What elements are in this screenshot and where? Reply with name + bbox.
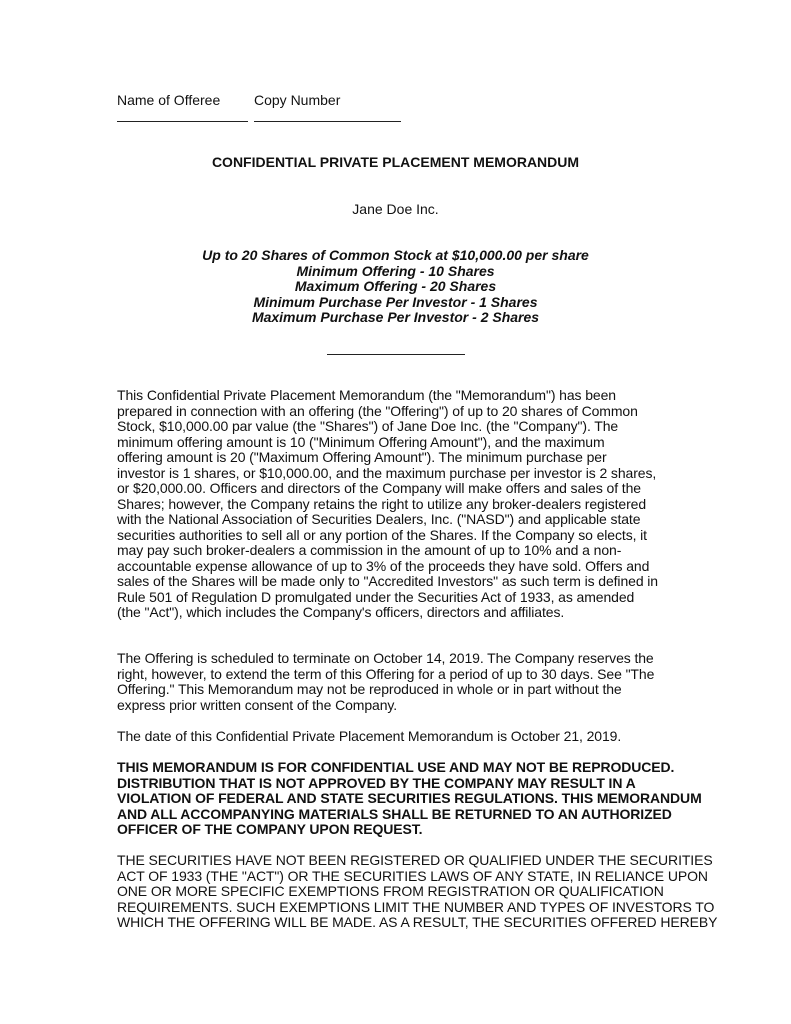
offering-term-line: Up to 20 Shares of Common Stock at $10,000.00 per share	[202, 247, 589, 263]
paragraph-line: VIOLATION OF FEDERAL AND STATE SECURITIES REGULATIONS. THIS MEMORANDUM	[117, 790, 702, 806]
paragraph-line: Rule 501 of Regulation D promulgated under the Securities Act of 1933, as amended	[117, 588, 635, 605]
paragraph-line: WHICH THE OFFERING WILL BE MADE. AS A RESULT, THE SECURITIES OFFERED HEREBY	[117, 914, 718, 930]
section-divider-line	[327, 354, 465, 355]
name-of-offeree-blank-line	[117, 121, 248, 122]
offering-terms	[0, 248, 791, 326]
paragraph-line: Stock, $10,000.00 par value (the "Shares") of Jane Doe Inc. (the "Company"). The	[117, 418, 619, 434]
paragraph-line: securities authorities to sell all or any portion of the Shares. If the Company so elects, it	[117, 526, 647, 543]
paragraph-line: AND ALL ACCOMPANYING MATERIALS SHALL BE RETURNED TO AN AUTHORIZED	[117, 805, 672, 822]
paragraph-line: ACT OF 1933 (THE "ACT") OR THE SECURITIES LAWS OF ANY STATE, IN RELIANCE UPON	[117, 867, 708, 884]
paragraph-line: with the National Association of Securities Dealers, Inc. ("NASD") and applicable state	[117, 511, 641, 527]
memorandum-date-paragraph	[117, 729, 677, 745]
securities-notice-paragraph	[117, 852, 718, 931]
document-title: CONFIDENTIAL PRIVATE PLACEMENT MEMORANDUM	[211, 154, 580, 170]
copy-number-blank-line	[254, 121, 401, 122]
name-of-offeree-label: Name of Offeree	[117, 92, 221, 108]
copy-number-label: Copy Number	[254, 92, 341, 108]
paragraph-line: Offering." This Memorandum may not be reproduced in whole or in part without the	[117, 681, 622, 697]
paragraph-line: offering amount is 20 ("Maximum Offering Amount"). The minimum purchase per	[117, 449, 607, 465]
offering-term-line: Minimum Purchase Per Investor - 1 Shares	[253, 293, 538, 310]
paragraph-line: This Confidential Private Placement Memorandum (the "Memorandum") has been	[117, 387, 616, 403]
termination-paragraph	[117, 651, 677, 713]
offering-term-line: Maximum Purchase Per Investor - 2 Shares	[251, 309, 540, 325]
paragraph-line: prepared in connection with an offering (the "Offering") of up to 20 shares of Common	[117, 402, 638, 419]
paragraph-line: ONE OR MORE SPECIFIC EXEMPTIONS FROM REGISTRATION OR QUALIFICATION	[117, 883, 664, 899]
issuer-name: Jane Doe Inc.	[352, 201, 439, 217]
paragraph-line: may pay such broker-dealers a commission in the amount of up to 10% and a non-	[117, 542, 622, 558]
paragraph-line: OFFICER OF THE COMPANY UPON REQUEST.	[117, 821, 423, 837]
offering-term-line: Minimum Offering - 10 Shares	[296, 262, 495, 279]
paragraph-line: REQUIREMENTS. SUCH EXEMPTIONS LIMIT THE NUMBER AND TYPES OF INVESTORS TO	[117, 898, 715, 915]
paragraph-line: DISTRIBUTION THAT IS NOT APPROVED BY THE COMPANY MAY RESULT IN A	[117, 774, 636, 791]
paragraph-line: investor is 1 shares, or $10,000.00, and the maximum purchase per investor is 2 shares,	[117, 464, 657, 481]
paragraph-line: THIS MEMORANDUM IS FOR CONFIDENTIAL USE AND MAY NOT BE REPRODUCED.	[117, 759, 675, 775]
paragraph-line: THE SECURITIES HAVE NOT BEEN REGISTERED OR QUALIFIED UNDER THE SECURITIES	[117, 852, 713, 868]
offering-term-line: Maximum Offering - 20 Shares	[294, 278, 497, 294]
paragraph-line: right, however, to extend the term of this Offering for a period of up to 30 days. See "The	[117, 665, 655, 682]
paragraph-line: Shares; however, the Company retains the right to utilize any broker-dealers registered	[117, 495, 647, 512]
paragraph-line: (the "Act"), which includes the Company's officers, directors and affiliates.	[117, 604, 565, 620]
paragraph-line: minimum offering amount is 10 ("Minimum Offering Amount"), and the maximum	[117, 433, 605, 450]
introduction-paragraph	[117, 388, 677, 621]
paragraph-line: sales of the Shares will be made only to "Accredited Investors" as such term is defined in	[117, 573, 658, 589]
confidential-notice-paragraph	[117, 759, 702, 838]
paragraph-line: The date of this Confidential Private Placement Memorandum is October 21, 2019.	[117, 728, 622, 744]
paragraph-line: or $20,000.00. Officers and directors of the Company will make offers and sales of the	[117, 480, 641, 496]
paragraph-line: accountable expense allowance of up to 3% of the proceeds they have sold. Offers and	[117, 557, 650, 574]
paragraph-line: The Offering is scheduled to terminate on October 14, 2019. The Company reserves the	[117, 650, 654, 666]
paragraph-line: express prior written consent of the Company.	[117, 696, 398, 713]
